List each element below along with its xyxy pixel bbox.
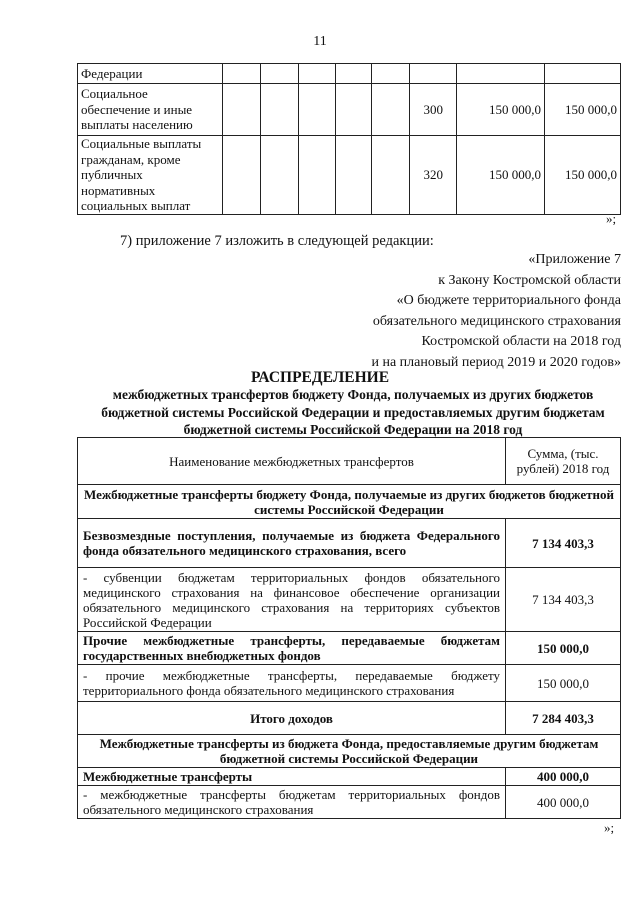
row-sum-2: 150 000,0 xyxy=(545,136,621,215)
row-sum-1 xyxy=(457,64,545,84)
table-row xyxy=(78,632,621,665)
row-code: 300 xyxy=(410,84,457,136)
table-row xyxy=(78,768,621,786)
row-name: - прочие межбюджетные трансферты, передаваемые бюджету территориального фонда обязательного медицинского страхования xyxy=(78,665,506,702)
row-code: 320 xyxy=(410,136,457,215)
appendix-line: к Закону Костромской области xyxy=(438,272,621,288)
row-value: 150 000,0 xyxy=(506,665,621,702)
row-name: Социальные выплаты гражданам, кроме публичных нормативных социальных выплат xyxy=(78,136,223,215)
table-row xyxy=(78,136,621,215)
row-name: - межбюджетные трансферты бюджетам территориальных фондов обязательного медицинского страхования xyxy=(78,786,506,819)
appendix-header xyxy=(371,250,621,373)
row-sum-1: 150 000,0 xyxy=(457,136,545,215)
transfers-table xyxy=(77,437,621,819)
appendix-line: и на плановый период 2019 и 2020 годов» xyxy=(371,354,621,370)
table-row xyxy=(78,519,621,568)
distribution-title: РАСПРЕДЕЛЕНИЕ xyxy=(250,369,390,386)
table-row xyxy=(78,84,621,136)
table-row xyxy=(78,64,621,84)
column-header-sum: Сумма, (тыс. рублей) 2018 год xyxy=(506,438,621,485)
row-value: 150 000,0 xyxy=(506,632,621,665)
row-sum-2 xyxy=(545,64,621,84)
total-value: 7 284 403,3 xyxy=(506,702,621,735)
row-name: Социальное обеспечение и иные выплаты населению xyxy=(78,84,223,136)
table-row xyxy=(78,568,621,632)
top-continuation-table xyxy=(77,63,621,215)
row-value: 7 134 403,3 xyxy=(506,568,621,632)
column-header-name: Наименование межбюджетных трансфертов xyxy=(78,438,506,485)
section-heading: Межбюджетные трансферты бюджету Фонда, получаемые из других бюджетов бюджетной системы Российской Федерации xyxy=(78,485,621,519)
row-name: Федерации xyxy=(78,64,223,84)
section-row xyxy=(78,735,621,768)
appendix-line: Костромской области на 2018 год xyxy=(421,334,621,349)
section-heading: Межбюджетные трансферты из бюджета Фонда, предоставляемые другим бюджетам бюджетной системы Российской Федерации xyxy=(78,735,621,768)
row-code xyxy=(410,64,457,84)
row-value: 400 000,0 xyxy=(506,768,621,786)
closing-quote-mark: »; xyxy=(604,820,615,835)
row-value: 7 134 403,3 xyxy=(506,519,621,568)
table-header-row xyxy=(78,438,621,485)
row-name: Безвозмездные поступления, получаемые из бюджета Федерального фонда обязательного медицинского страхования, всего xyxy=(78,519,506,568)
appendix-line: «О бюджете территориального фонда xyxy=(396,293,621,308)
appendix-line: обязательного медицинского страхования xyxy=(372,313,621,329)
row-sum-2: 150 000,0 xyxy=(545,84,621,136)
row-name: Межбюджетные трансферты xyxy=(78,768,506,786)
appendix-line: «Приложение 7 xyxy=(528,252,621,267)
amendment-instruction: 7) приложение 7 изложить в следующей редакции: xyxy=(120,233,434,249)
section-row xyxy=(78,485,621,519)
row-name: - субвенции бюджетам территориальных фондов обязательного медицинского страхования на финансовое обеспечение организации обязательного медицинского страхования на территориях субъектов Российской Федерации xyxy=(78,568,506,632)
distribution-subtitle: межбюджетных трансфертов бюджету Фонда, получаемых из других бюджетов бюджетной системы Российской Федерации и предоставляемых другим бюджетам бюджетной системы Российской Федерации на 2018 год xyxy=(101,387,605,437)
row-sum-1: 150 000,0 xyxy=(457,84,545,136)
row-name: Прочие межбюджетные трансферты, передаваемые бюджетам государственных внебюджетных фондов xyxy=(78,632,506,665)
total-label: Итого доходов xyxy=(78,702,506,735)
total-row xyxy=(78,702,621,735)
page-number: 11 xyxy=(313,34,327,49)
table-row xyxy=(78,786,621,819)
table-row xyxy=(78,665,621,702)
row-value: 400 000,0 xyxy=(506,786,621,819)
closing-quote-mark: »; xyxy=(606,211,617,226)
